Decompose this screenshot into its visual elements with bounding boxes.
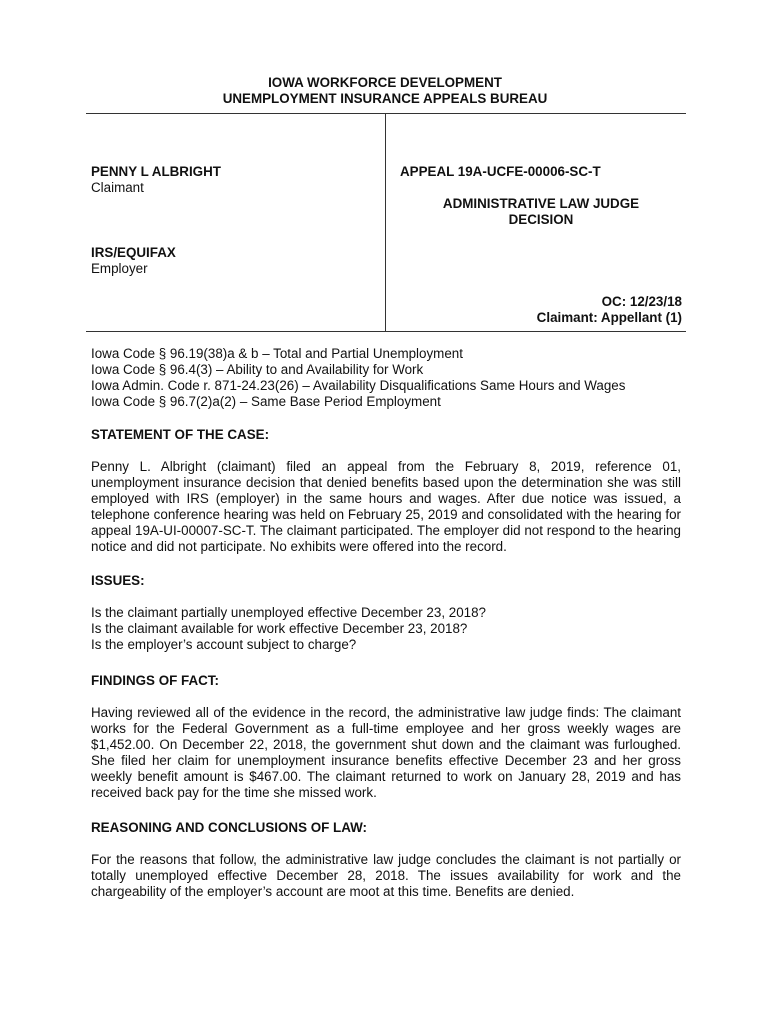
case-info [400, 294, 682, 326]
findings-text: Having reviewed all of the evidence in the record, the administrative law judge finds: The claimant works for the Federal Government as a full-time employee and her gross weekly wages are $1,452.00. On December 22, 2018, the government shut down and the claimant was furloughed. She filed her claim for unemployment insurance benefits effective December 23 and her gross weekly benefit amount is $467.00. The claimant returned to work on January 28, 2019 and has received back pay for the time she missed work. [91, 705, 681, 800]
bureau-name: UNEMPLOYMENT INSURANCE APPEALS BUREAU [222, 91, 548, 106]
code-ref: Iowa Code § 96.7(2)a(2) – Same Base Period Employment [91, 394, 441, 409]
claimant-label: Claimant [91, 180, 144, 195]
caption-divider [385, 113, 386, 332]
reasoning-text: For the reasons that follow, the administrative law judge concludes the claimant is not partially or totally unemployed effective December 28, 2018. The issues availability for work and the chargeability of the employer’s account are moot at this time. Benefits are denied. [91, 852, 681, 899]
employer-name: IRS/EQUIFAX [91, 245, 176, 260]
employer-label: Employer [91, 261, 148, 276]
code-ref: Iowa Code § 96.4(3) – Ability to and Availability for Work [91, 362, 424, 377]
issues-list [91, 605, 681, 653]
findings-heading: FINDINGS OF FACT: [91, 673, 219, 688]
claimant-name: PENNY L ALBRIGHT [91, 164, 221, 179]
issue-item: Is the claimant available for work effective December 23, 2018? [91, 621, 468, 636]
decision-title-line1: ADMINISTRATIVE LAW JUDGE [442, 196, 640, 211]
appeal-number [400, 164, 682, 180]
decision-title [400, 196, 682, 228]
issues-heading: ISSUES: [91, 573, 145, 588]
claimant-block [91, 164, 371, 196]
decision-title-line2: DECISION [508, 212, 574, 227]
statement-text: Penny L. Albright (claimant) filed an appeal from the February 8, 2019, reference 01, unemployment insurance decision that denied benefits based upon the determination she was still employed with IRS (employer) in the same hours and wages. After due notice was issued, a telephone conference hearing was held on February 25, 2019 and consolidated with the hearing for appeal 19A-UI-00007-SC-T. The claimant participated. The employer did not respond to the hearing notice and did not participate. No exhibits were offered into the record. [91, 459, 681, 554]
caption-bottom-rule [86, 331, 686, 332]
caption-top-rule [86, 113, 686, 114]
appellant-line: Claimant: Appellant (1) [536, 310, 682, 325]
employer-block [91, 245, 371, 277]
issue-item: Is the employer’s account subject to charge? [91, 637, 357, 652]
agency-name: IOWA WORKFORCE DEVELOPMENT [268, 75, 502, 90]
code-references [91, 346, 681, 410]
statement-heading: STATEMENT OF THE CASE: [91, 427, 270, 442]
code-ref: Iowa Code § 96.19(38)a & b – Total and Partial Unemployment [91, 346, 463, 361]
code-ref: Iowa Admin. Code r. 871-24.23(26) – Availability Disqualifications Same Hours and Wages [91, 378, 626, 393]
oc-date: OC: 12/23/18 [601, 294, 682, 309]
reasoning-heading: REASONING AND CONCLUSIONS OF LAW: [91, 820, 367, 835]
document-header [0, 75, 770, 107]
issue-item: Is the claimant partially unemployed effective December 23, 2018? [91, 605, 486, 620]
appeal-number-text: APPEAL 19A-UCFE-00006-SC-T [400, 164, 601, 179]
